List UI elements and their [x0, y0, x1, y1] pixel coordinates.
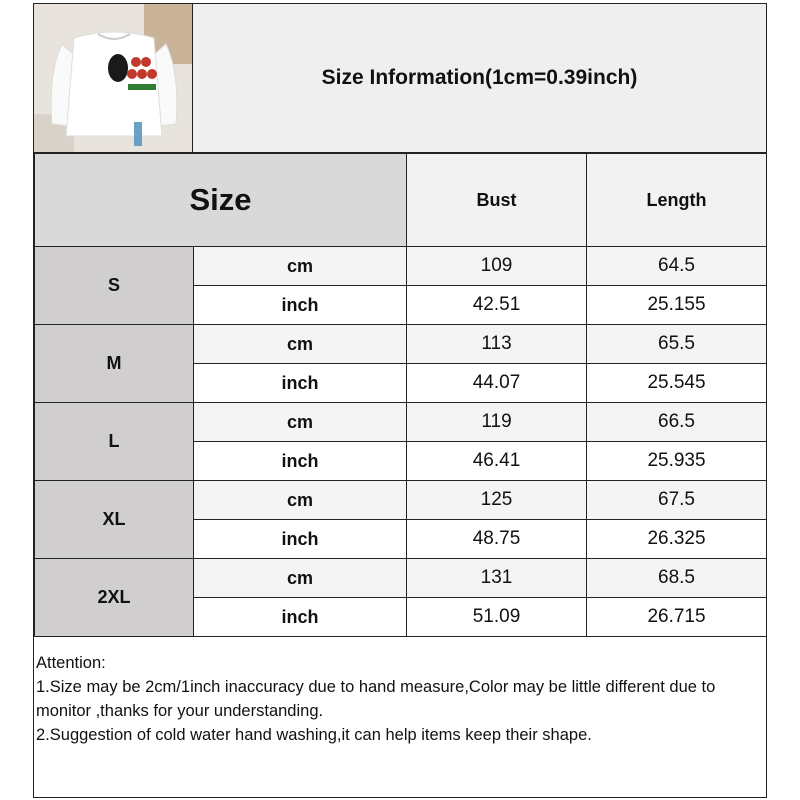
size-table: [34, 153, 766, 637]
unit-label: cm: [194, 481, 407, 520]
table-row: [35, 403, 767, 442]
notes-heading: Attention:: [36, 654, 106, 672]
length-value: 26.325: [587, 520, 767, 559]
length-value: 64.5: [587, 247, 767, 286]
length-value: 66.5: [587, 403, 767, 442]
title-cell: [193, 4, 766, 152]
size-chart: [33, 3, 767, 798]
bust-value: 125: [407, 481, 587, 520]
bust-value: 48.75: [407, 520, 587, 559]
bust-value: 131: [407, 559, 587, 598]
product-photo: [34, 4, 193, 152]
size-label: 2XL: [35, 559, 194, 637]
bust-value: 51.09: [407, 598, 587, 637]
bust-value: 109: [407, 247, 587, 286]
header-bust: Bust: [407, 154, 587, 247]
length-value: 67.5: [587, 481, 767, 520]
length-value: 26.715: [587, 598, 767, 637]
unit-label: cm: [194, 559, 407, 598]
bust-value: 46.41: [407, 442, 587, 481]
length-value: 25.545: [587, 364, 767, 403]
unit-label: cm: [194, 325, 407, 364]
table-row: [35, 559, 767, 598]
unit-label: inch: [194, 364, 407, 403]
page-title: Size Information(1cm=0.39inch): [321, 66, 638, 89]
size-label: S: [35, 247, 194, 325]
note-washing: 2.Suggestion of cold water hand washing,it can help items keep their shape.: [36, 726, 592, 744]
table-row: [35, 325, 767, 364]
bust-value: 44.07: [407, 364, 587, 403]
bust-value: 119: [407, 403, 587, 442]
length-value: 65.5: [587, 325, 767, 364]
unit-label: inch: [194, 520, 407, 559]
length-value: 25.155: [587, 286, 767, 325]
bust-value: 113: [407, 325, 587, 364]
attention-notes: [36, 651, 756, 747]
size-label: M: [35, 325, 194, 403]
bust-value: 42.51: [407, 286, 587, 325]
unit-label: inch: [194, 286, 407, 325]
length-value: 68.5: [587, 559, 767, 598]
chart-header: [34, 4, 766, 153]
size-label: L: [35, 403, 194, 481]
sweatshirt-image: [34, 4, 192, 152]
table-row: [35, 481, 767, 520]
note-measurement: 1.Size may be 2cm/1inch inaccuracy due to hand measure,Color may be little different due to monitor ,thanks for your understanding.: [36, 678, 716, 720]
table-row: [35, 247, 767, 286]
size-label: XL: [35, 481, 194, 559]
unit-label: inch: [194, 598, 407, 637]
header-length: Length: [587, 154, 767, 247]
unit-label: inch: [194, 442, 407, 481]
header-size: Size: [35, 154, 407, 247]
length-value: 25.935: [587, 442, 767, 481]
header-row: [35, 154, 767, 247]
unit-label: cm: [194, 247, 407, 286]
unit-label: cm: [194, 403, 407, 442]
